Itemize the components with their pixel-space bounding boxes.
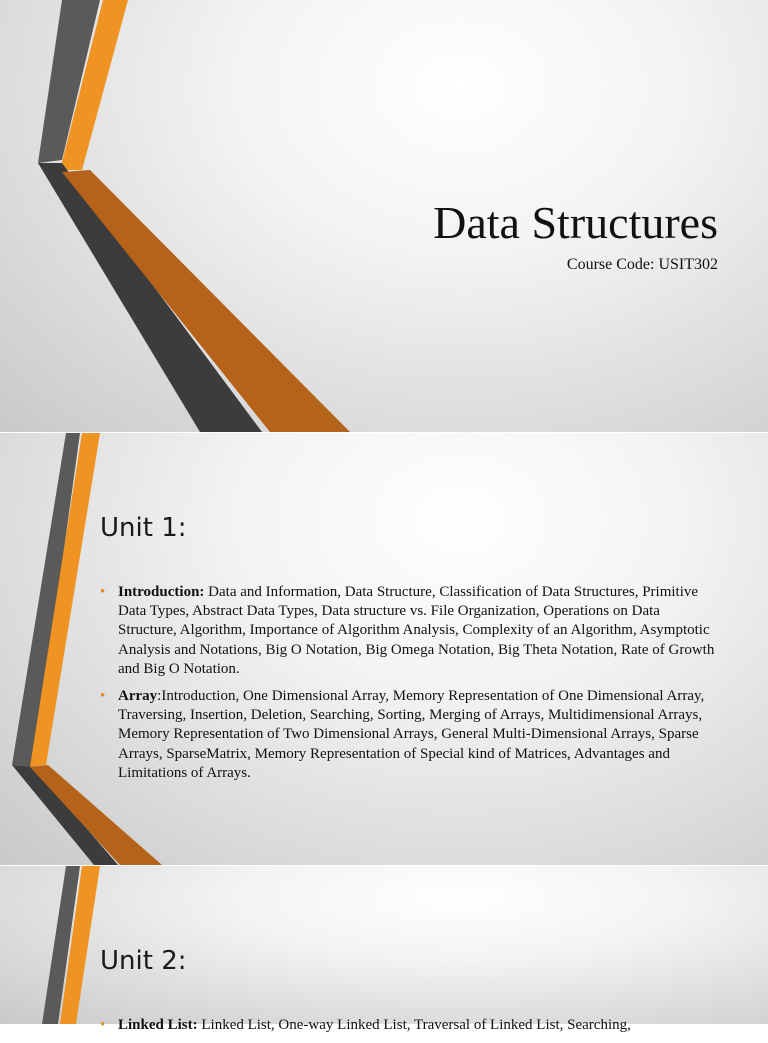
unit1-slide xyxy=(0,433,768,865)
unit2-slide xyxy=(0,866,768,1033)
bullet-dot-icon: • xyxy=(100,1017,106,1033)
list-item xyxy=(100,1016,716,1035)
unit1-bullet-list xyxy=(100,583,716,791)
presentation-title: Data Structures xyxy=(433,197,718,248)
unit2-heading: Unit 2: xyxy=(100,946,187,976)
bullet-text: Linked List, One-way Linked List, Traversal of Linked List, Searching, xyxy=(197,1017,631,1033)
bullet-text: :Introduction, One Dimensional Array, Memory Representation of One Dimensional Array, Traversing, Insertion, Deletion, Searching, Sorting, Merging of Arrays, Multidimensional Arrays, Memory Representation of Two Dimensional Arrays, General Multi-Dimensional Arrays, Sparse Arrays, SparseMatrix, Memory Representation of Special kind of Matrices, Advantages and Limitations of Arrays. xyxy=(118,688,705,781)
title-slide xyxy=(0,0,768,432)
stripe-decoration xyxy=(0,866,768,1024)
bullet-heading: Linked List: xyxy=(118,1017,198,1033)
bullet-text: Data and Information, Data Structure, Classification of Data Structures, Primitive Data Types, Abstract Data Types, Data structure vs. File Organization, Operations on Data Structure, Algorithm, Importance of Algorithm Analysis, Complexity of an Algorithm, Asymptotic Analysis and Notations, Big O Notation, Big Omega Notation, Big Theta Notation, Rate of Growth and Big O Notation. xyxy=(118,584,715,677)
list-item xyxy=(100,687,716,783)
unit2-bullet-list xyxy=(100,1016,716,1043)
bullet-heading: Introduction: xyxy=(118,584,205,600)
course-code-subtitle: Course Code: USIT302 xyxy=(566,256,718,273)
bullet-heading: Array xyxy=(118,688,158,705)
list-item xyxy=(100,583,716,679)
unit1-heading: Unit 1: xyxy=(100,513,187,543)
bullet-dot-icon: • xyxy=(100,688,106,705)
bullet-dot-icon: • xyxy=(100,584,106,600)
